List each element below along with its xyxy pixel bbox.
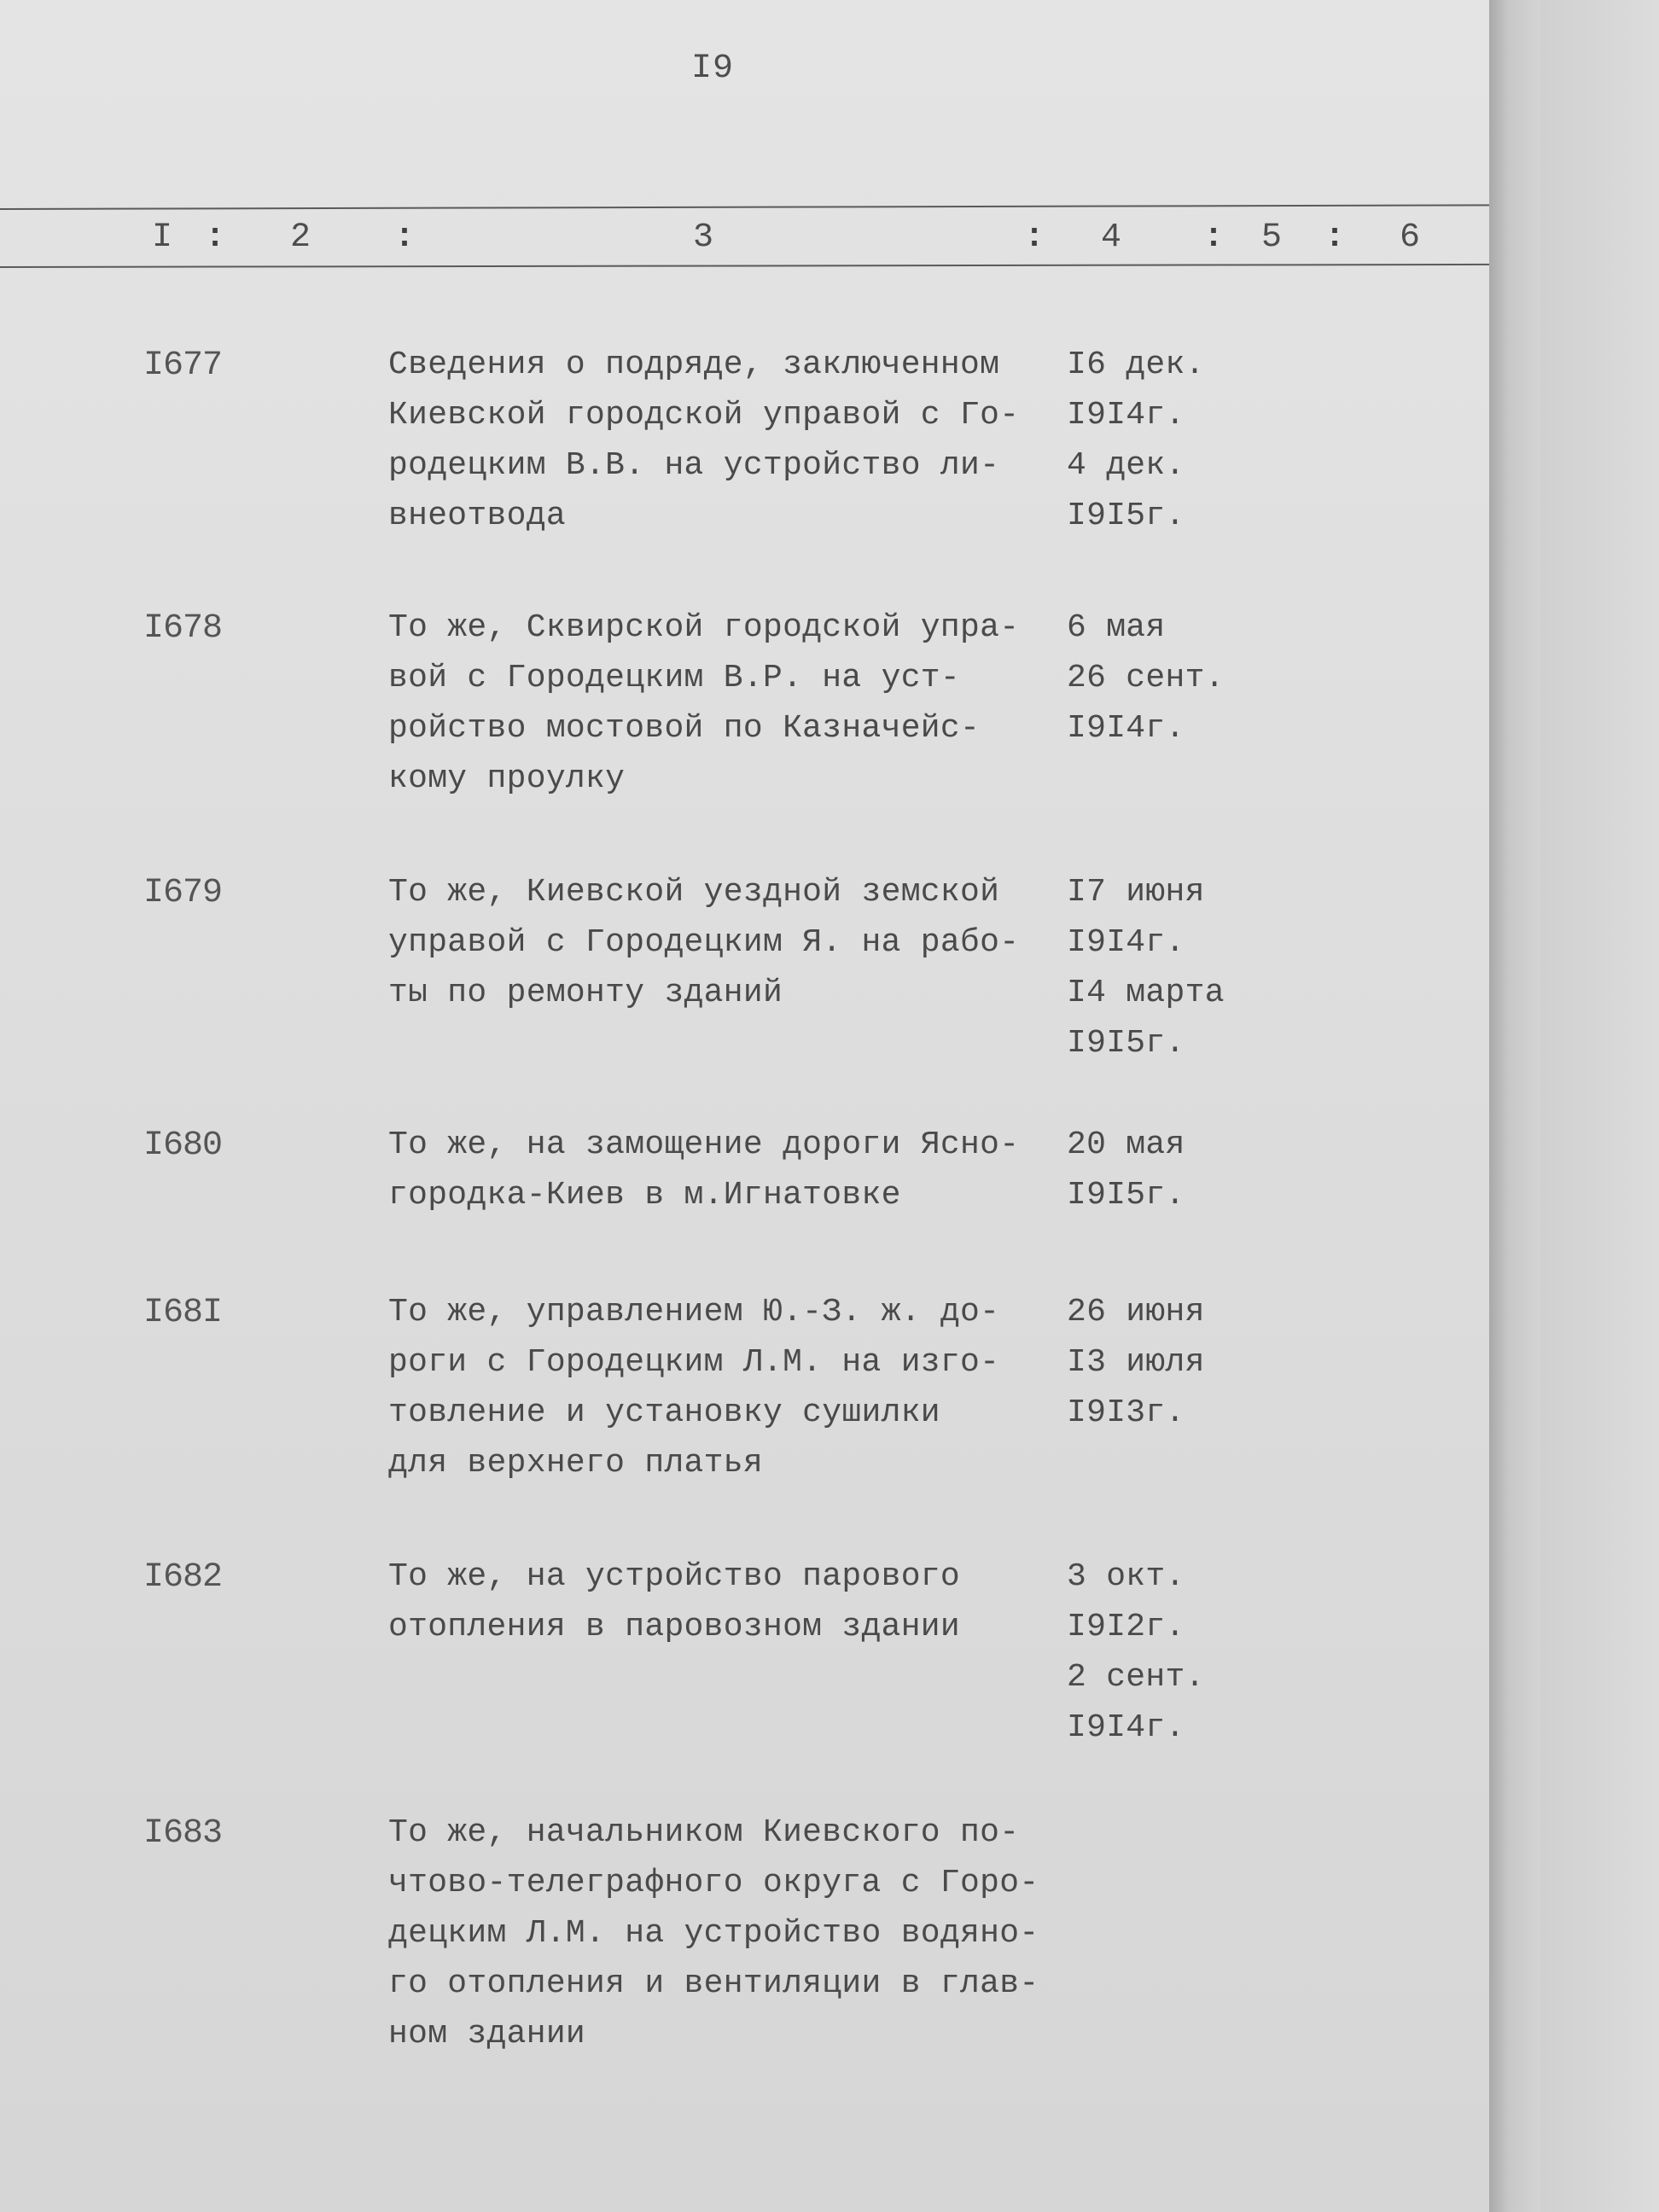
header-top-rule bbox=[0, 204, 1502, 210]
date-line: 3 окт. bbox=[1067, 1558, 1185, 1595]
date-line: 6 мая bbox=[1067, 609, 1166, 646]
record-number: I680 bbox=[143, 1126, 223, 1165]
record-description bbox=[388, 1807, 1062, 2059]
date-line: I4 марта bbox=[1067, 975, 1225, 1011]
description-line: То же, Киевской уездной земской bbox=[388, 874, 1000, 911]
date-line: 4 дек. bbox=[1067, 447, 1185, 484]
record-description bbox=[388, 1287, 1062, 1488]
description-line: Киевской городской управой с Го- bbox=[388, 397, 1020, 434]
record-dates bbox=[1067, 867, 1272, 1068]
date-line: I7 июня bbox=[1067, 874, 1205, 911]
date-line: I9I4г. bbox=[1067, 710, 1185, 747]
description-line: кому проулку bbox=[388, 760, 626, 797]
record-number: I677 bbox=[143, 346, 223, 385]
record-number: I678 bbox=[143, 609, 223, 648]
record-number: I683 bbox=[143, 1814, 223, 1853]
record-description bbox=[388, 1120, 1062, 1220]
column-separator: : bbox=[205, 218, 226, 257]
description-line: для верхнего платья bbox=[388, 1445, 763, 1481]
description-line: ты по ремонту зданий bbox=[388, 975, 783, 1011]
date-line: I9I5г. bbox=[1067, 1025, 1185, 1062]
record-number: I68I bbox=[143, 1294, 223, 1332]
date-line: 2 сент. bbox=[1067, 1659, 1205, 1696]
date-line: I9I5г. bbox=[1067, 1177, 1185, 1214]
record-description bbox=[388, 340, 1062, 541]
description-line: Сведения о подряде, заключенном bbox=[388, 346, 1000, 383]
date-line: I9I4г. bbox=[1067, 397, 1185, 434]
description-line: товление и установку сушилки bbox=[388, 1394, 940, 1431]
record-dates bbox=[1067, 1551, 1272, 1753]
column-header-1: I bbox=[152, 218, 173, 257]
description-line: ном здании bbox=[388, 2016, 586, 2052]
column-header-4: 4 bbox=[1101, 218, 1122, 257]
description-line: родецким В.В. на устройство ли- bbox=[388, 447, 1000, 484]
description-line: То же, на устройство парового bbox=[388, 1558, 961, 1595]
next-sheet-edge bbox=[1540, 0, 1659, 2212]
description-line: городка-Киев в м.Игнатовке bbox=[388, 1177, 901, 1214]
record-number: I679 bbox=[143, 874, 223, 912]
column-header-3: 3 bbox=[693, 218, 714, 257]
record-description bbox=[388, 602, 1062, 804]
description-line: То же, начальником Киевского по- bbox=[388, 1814, 1020, 1851]
record-number: I682 bbox=[143, 1558, 223, 1597]
column-separator: : bbox=[1024, 218, 1045, 257]
record-dates bbox=[1067, 1120, 1272, 1220]
description-line: децким Л.М. на устройство водяно- bbox=[388, 1915, 1039, 1952]
column-header-5: 5 bbox=[1261, 218, 1283, 257]
description-line: отопления в паровозном здании bbox=[388, 1609, 961, 1645]
date-line: I6 дек. bbox=[1067, 346, 1205, 383]
date-line: I9I4г. bbox=[1067, 924, 1185, 961]
page-edge-shadow bbox=[1489, 0, 1540, 2212]
record-dates bbox=[1067, 340, 1272, 541]
description-line: управой с Городецким Я. на рабо- bbox=[388, 924, 1020, 961]
record-description bbox=[388, 867, 1062, 1018]
description-line: ройство мостовой по Казначейс- bbox=[388, 710, 981, 747]
description-line: вой с Городецким В.Р. на уст- bbox=[388, 660, 961, 696]
date-line: 26 июня bbox=[1067, 1294, 1205, 1330]
record-description bbox=[388, 1551, 1062, 1652]
header-bottom-rule bbox=[0, 264, 1502, 268]
date-line: I3 июля bbox=[1067, 1344, 1205, 1381]
description-line: роги с Городецким Л.М. на изго- bbox=[388, 1344, 1000, 1381]
column-header-2: 2 bbox=[290, 218, 311, 257]
record-dates bbox=[1067, 602, 1272, 754]
record-dates bbox=[1067, 1287, 1272, 1438]
description-line: внеотвода bbox=[388, 498, 566, 534]
date-line: I9I5г. bbox=[1067, 498, 1185, 534]
description-line: го отопления и вентиляции в глав- bbox=[388, 1965, 1039, 2002]
column-separator: : bbox=[1324, 218, 1346, 257]
date-line: 20 мая bbox=[1067, 1126, 1185, 1163]
description-line: То же, управлением Ю.-З. ж. до- bbox=[388, 1294, 1000, 1330]
description-line: То же, на замощение дороги Ясно- bbox=[388, 1126, 1020, 1163]
description-line: чтово-телеграфного округа с Горо- bbox=[388, 1865, 1039, 1901]
date-line: I9I2г. bbox=[1067, 1609, 1185, 1645]
date-line: I9I4г. bbox=[1067, 1709, 1185, 1746]
date-line: I9I3г. bbox=[1067, 1394, 1185, 1431]
date-line: 26 сент. bbox=[1067, 660, 1225, 696]
column-separator: : bbox=[394, 218, 416, 257]
description-line: То же, Сквирской городской упра- bbox=[388, 609, 1020, 646]
column-separator: : bbox=[1203, 218, 1225, 257]
page-number: I9 bbox=[691, 49, 735, 88]
column-header-6: 6 bbox=[1400, 218, 1421, 257]
